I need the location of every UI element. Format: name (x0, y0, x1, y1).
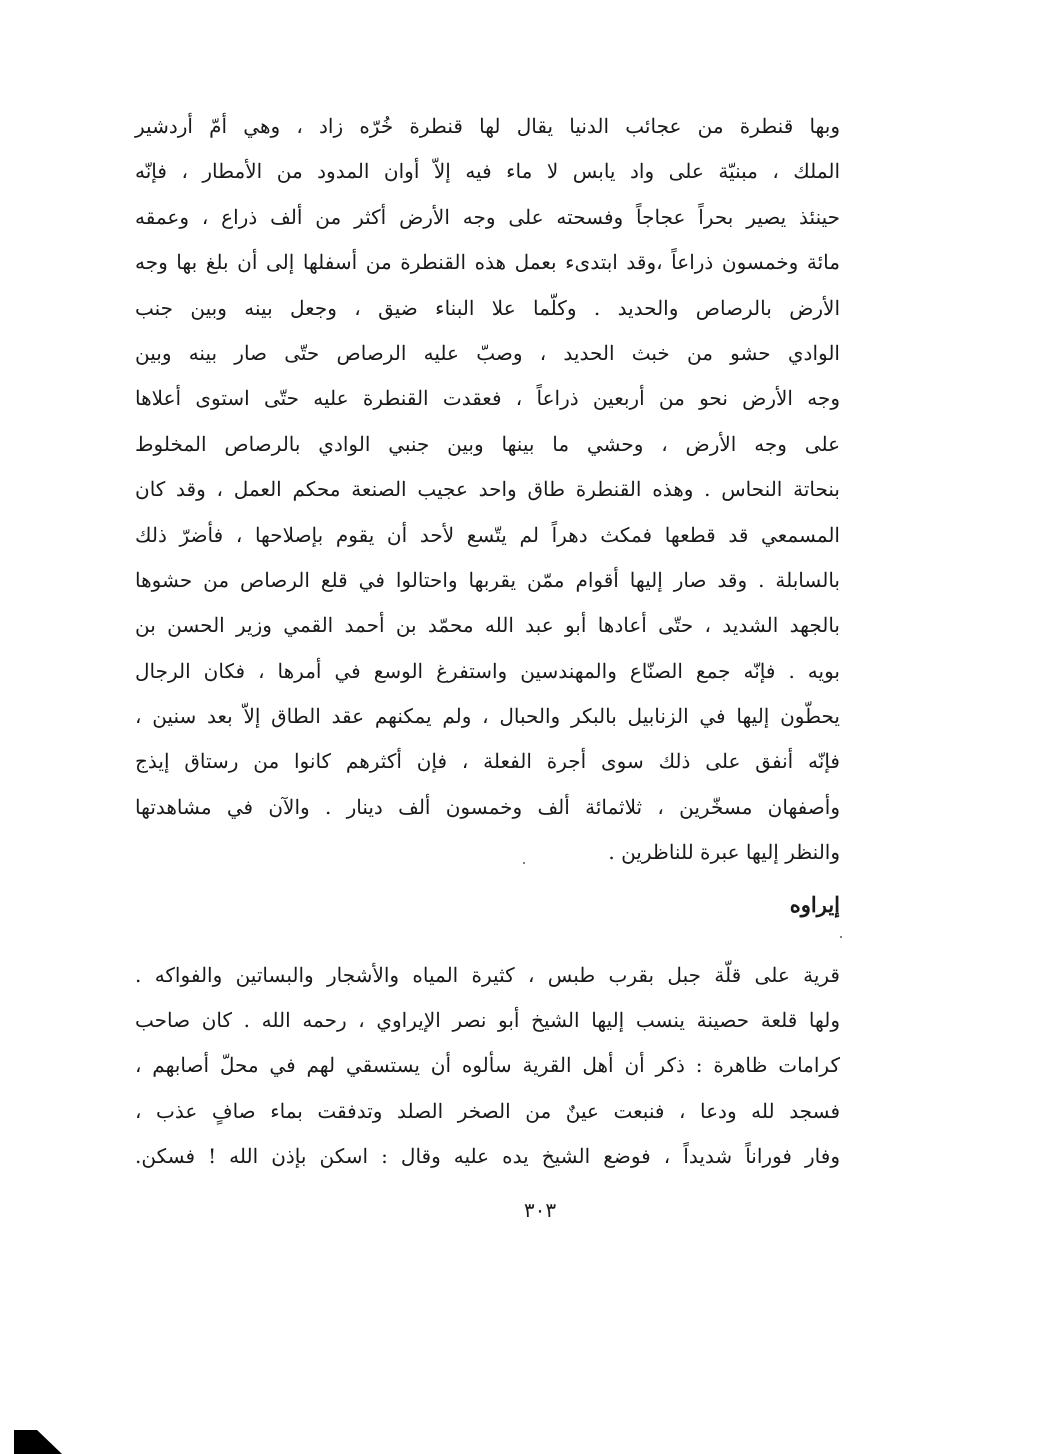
text-line: وأصفهان مسخّرين ، ثلاثمائة ألف وخمسون ألف دينار . والآن في مشاهدتها (135, 794, 840, 819)
body-text-section (135, 104, 840, 876)
text-line: قرية على قلّة جبل بقرب طبس ، كثيرة المياه والأشجار والبساتين والفواكه . (135, 963, 840, 987)
text-line: الملك ، مبنيّة على واد يابس لا ماء فيه إلاّ أوان المدود من الأمطار ، فإنّه (135, 159, 840, 184)
entry-body-text (135, 953, 840, 1179)
text-line: بويه . فإنّه جمع الصنّاع والمهندسين واستفرغ الوسع في أمرها ، فكان الرجال (135, 658, 840, 683)
scan-speck (523, 862, 525, 864)
text-line: يحطّون إليها في الزنابيل بالبكر والحبال ، ولم يمكنهم عقد الطاق إلاّ بعد سنين ، (135, 704, 840, 729)
text-line: حينئذ يصير بحراً عجاجاً وفسحته على وجه الأرض أكثر من ألف ذراع ، وعمقه (135, 204, 840, 229)
entry-heading: إيراوه (789, 892, 840, 917)
text-line: بالجهد الشديد ، حتّى أعادها أبو عبد الله محمّد بن أحمد القمي وزير الحسن بن (135, 613, 840, 638)
text-line: المسمعي قد قطعها فمكث دهراً لم يتّسع لأحد أن يقوم بإصلاحها ، فأضرّ ذلك (135, 522, 840, 547)
text-line: مائة وخمسون ذراعاً ،وقد ابتدىء بعمل هذه القنطرة من أسفلها إلى أن بلغ بها وجه (135, 250, 840, 275)
text-line: على وجه الأرض ، وحشي ما بينها وبين جنبي الوادي بالرصاص المخلوط (135, 431, 841, 456)
text-line: وفار فوراناً شديداً ، فوضع الشيخ يده عليه وقال : اسكن بإذن الله ! فسكن. (135, 1143, 840, 1168)
text-line: فإنّه أنفق على ذلك سوى أجرة الفعلة ، فإن أكثرهم كانوا من رستاق إيذج (135, 749, 840, 774)
text-line: وجه الأرض نحو من أربعين ذراعاً ، فعقدت القنطرة عليه حتّى استوى أعلاها (135, 386, 840, 411)
text-line: الوادي حشو من خبث الحديد ، وصبّ عليه الرصاص حتّى صار بينه وبين (135, 340, 840, 365)
text-line: فسجد لله ودعا ، فنبعت عينٌ من الصخر الصلد وتدفقت بماء صافٍ عذب ، (135, 1098, 840, 1123)
scan-speck (840, 936, 842, 938)
text-line: وبها قنطرة من عجائب الدنيا يقال لها قنطرة خُرّه زاد ، وهي أمّ أردشير (135, 114, 840, 138)
text-line: بنحاتة النحاس . وهذه القنطرة طاق واحد عجيب الصنعة محكم العمل ، وقد كان (135, 477, 840, 502)
text-line: كرامات ظاهرة : ذكر أن أهل القرية سألوه أن يستسقي لهم في محلّ أصابهم ، (135, 1053, 840, 1078)
text-line: بالسابلة . وقد صار إليها أقوام ممّن يقربها واحتالوا في قلع الرصاص من حشوها (135, 567, 840, 592)
text-line: والنظر إليها عبرة للناظرين . (608, 840, 840, 865)
scan-corner-mark (14, 1430, 62, 1454)
page-number: ٣٠٣ (523, 1198, 557, 1222)
text-line: الأرض بالرصاص والحديد . وكلّما علا البناء ضيق ، وجعل بينه وبين جنب (135, 295, 840, 320)
text-line: ولها قلعة حصينة ينسب إليها الشيخ أبو نصر الإيراوي ، رحمه الله . كان صاحب (135, 1008, 840, 1033)
